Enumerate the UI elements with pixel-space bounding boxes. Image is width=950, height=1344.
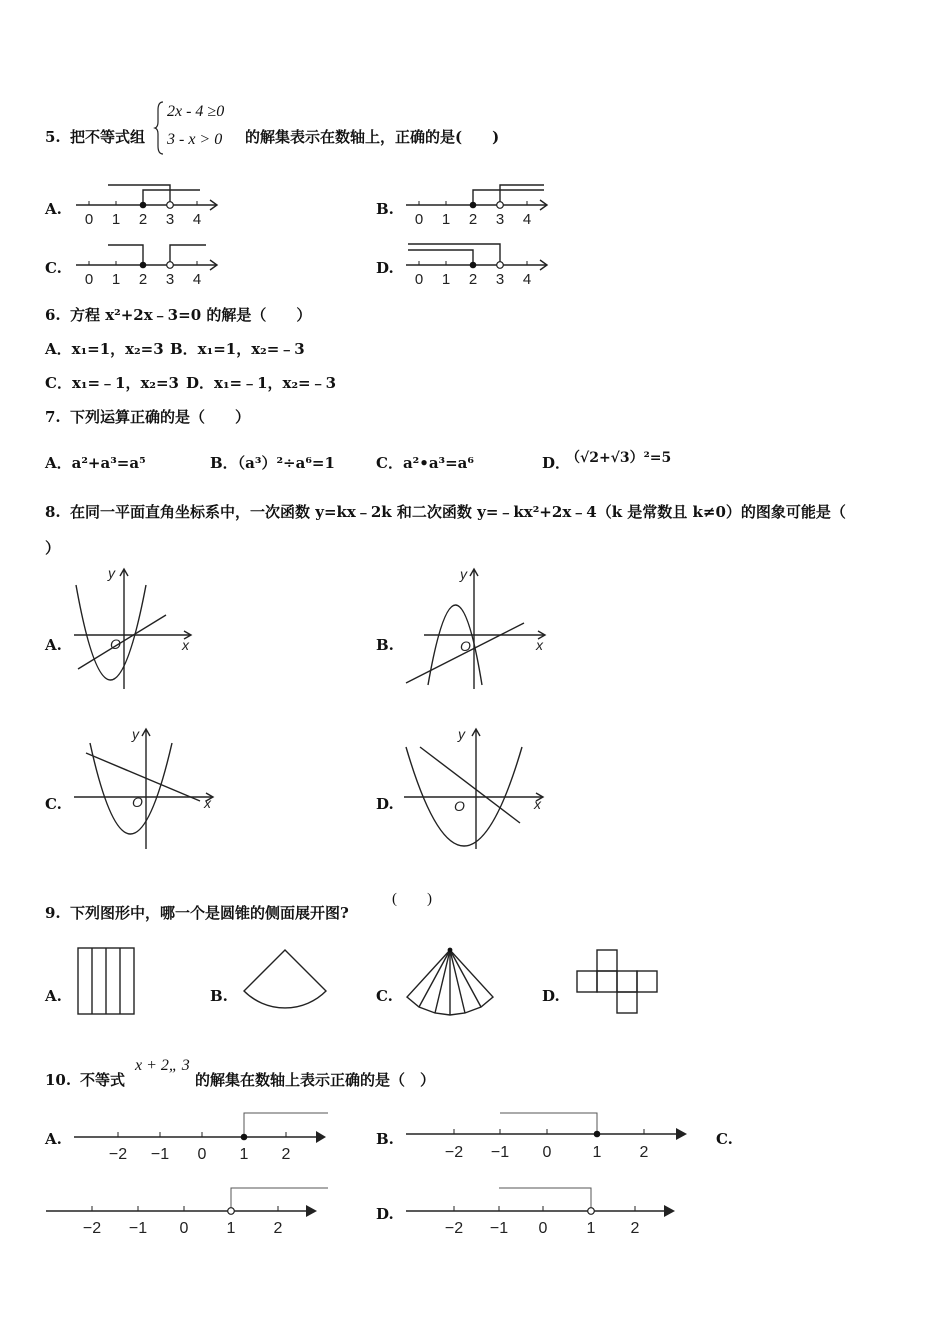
q10b-tick-3: 1 — [592, 1144, 602, 1161]
q10d-tick-3: 1 — [586, 1220, 596, 1237]
q5b-tick-1: 1 — [441, 211, 451, 228]
q9-option-a-label: A. — [45, 987, 62, 1005]
q10d-tick-4: 2 — [630, 1220, 640, 1237]
q7-stem: 下列运算正确的是（ ） — [70, 408, 251, 426]
q5-option-b-numberline — [402, 180, 552, 228]
q8-option-c-label: C. — [45, 795, 62, 813]
q5-option-b-label: B. — [376, 200, 394, 218]
q10c-tick-0: −2 — [82, 1220, 102, 1237]
q8-stem: 在同一平面直角坐标系中，一次函数 y=kx﹣2k 和二次函数 y=﹣kx²+2x﹣4（k 是常数且 k≠0）的图象可能是（ — [70, 503, 846, 521]
q10a-tick-1: −1 — [150, 1146, 170, 1163]
q5b-tick-4: 4 — [522, 211, 532, 228]
q5c-tick-1: 1 — [111, 271, 121, 288]
q5d-tick-2: 2 — [468, 271, 478, 288]
q5-option-d-numberline — [402, 240, 552, 288]
q10-stem-end: 的解集在数轴上表示正确的是（ ） — [195, 1071, 436, 1089]
q8-option-a-label: A. — [45, 636, 62, 654]
q5-option-d-label: D. — [376, 259, 394, 277]
q7-option-d-label: D． — [542, 454, 571, 472]
q10-inequality: x + 2„ 3 — [135, 1057, 190, 1074]
q5b-tick-0: 0 — [414, 211, 424, 228]
q5-number: 5. — [45, 128, 61, 146]
q10-option-c-label: C. — [716, 1130, 733, 1148]
q10d-tick-2: 0 — [538, 1220, 548, 1237]
q10a-tick-2: 0 — [197, 1146, 207, 1163]
q5-stem: 把不等式组 — [70, 128, 146, 146]
q5a-tick-2: 2 — [138, 211, 148, 228]
q5c-tick-2: 2 — [138, 271, 148, 288]
q10b-tick-4: 2 — [639, 1144, 649, 1161]
q5d-tick-3: 3 — [495, 271, 505, 288]
q10d-tick-1: −1 — [489, 1220, 509, 1237]
q5a-tick-3: 3 — [165, 211, 175, 228]
q7-option-c: C．a²•a³=a⁶ — [376, 454, 474, 472]
q8c-x-label: x — [204, 795, 211, 811]
q9-option-d-label: D. — [542, 987, 560, 1005]
q5c-tick-3: 3 — [165, 271, 175, 288]
q10c-tick-2: 0 — [179, 1220, 189, 1237]
q8d-x-label: x — [534, 796, 541, 812]
q8b-origin-label: O — [460, 638, 471, 654]
q10b-tick-2: 0 — [542, 1144, 552, 1161]
q6-option-d: D．x₁=﹣1，x₂=﹣3 — [186, 374, 337, 392]
q8-option-a-graph — [72, 565, 202, 695]
q9-number: 9. — [45, 904, 61, 922]
q10-option-b-numberline — [402, 1108, 692, 1166]
q10a-tick-0: −2 — [108, 1146, 128, 1163]
q6-stem: 方程 x²+2x﹣3=0 的解是（ ） — [70, 306, 312, 324]
q10-option-a-label: A. — [45, 1130, 62, 1148]
q10-option-a-numberline — [70, 1108, 335, 1166]
q10-number: 10. — [45, 1071, 72, 1089]
q9-answer-paren: ( ) — [392, 891, 432, 907]
q5-option-c-numberline — [72, 240, 222, 288]
q9-stem: 下列图形中，哪一个是圆锥的侧面展开图? — [70, 904, 349, 922]
q7-option-b: B．（a³）²÷a⁶=1 — [210, 454, 335, 472]
q8c-y-label: y — [132, 726, 139, 742]
q9-option-c-fan — [405, 945, 497, 1017]
q5d-tick-0: 0 — [414, 271, 424, 288]
q9-option-b-label: B. — [210, 987, 228, 1005]
q5d-tick-1: 1 — [441, 271, 451, 288]
q9-option-d-net — [574, 948, 662, 1018]
q5c-tick-0: 0 — [84, 271, 94, 288]
q10d-tick-0: −2 — [444, 1220, 464, 1237]
q5-stem-end: 的解集表示在数轴上，正确的是( ) — [245, 128, 500, 146]
q9-option-c-label: C. — [376, 987, 393, 1005]
q8-number: 8. — [45, 503, 61, 521]
q8-stem-end: ） — [45, 539, 61, 557]
q6-option-c: C．x₁=﹣1，x₂=3 — [45, 374, 179, 392]
q8-option-c-graph — [72, 725, 222, 855]
q10a-tick-4: 2 — [281, 1146, 291, 1163]
q9-option-a-rectangles — [76, 945, 138, 1017]
q8b-x-label: x — [536, 637, 543, 653]
q5b-tick-2: 2 — [468, 211, 478, 228]
q10-stem: 不等式 — [80, 1071, 126, 1089]
q8-option-d-graph — [402, 725, 552, 855]
q10c-tick-1: −1 — [128, 1220, 148, 1237]
q5-option-a-numberline — [72, 180, 222, 228]
q5a-tick-4: 4 — [192, 211, 202, 228]
q8a-origin-label: O — [110, 636, 121, 652]
q10b-tick-1: −1 — [490, 1144, 510, 1161]
q10-option-c-numberline — [42, 1183, 332, 1241]
q5b-tick-3: 3 — [495, 211, 505, 228]
q7-option-d-expression: （√2+√3）²=5 — [566, 450, 672, 466]
q10c-tick-4: 2 — [273, 1220, 283, 1237]
q10-option-b-label: B. — [376, 1130, 394, 1148]
q5-inequality-1: 2x - 4 ≥0 — [167, 103, 225, 120]
q5-brace-icon — [155, 100, 165, 156]
q6-number: 6. — [45, 306, 61, 324]
q8a-x-label: x — [182, 637, 189, 653]
q10-option-d-label: D. — [376, 1205, 394, 1223]
q7-option-a: A．a²+a³=a⁵ — [45, 454, 146, 472]
q8d-origin-label: O — [454, 798, 465, 814]
q9-option-b-sector — [240, 945, 332, 1017]
q5d-tick-4: 4 — [522, 271, 532, 288]
q5-inequality-2: 3 - x > 0 — [167, 131, 223, 148]
q8b-y-label: y — [460, 566, 467, 582]
q8a-y-label: y — [108, 565, 115, 581]
q5-option-a-label: A. — [45, 200, 62, 218]
q7-number: 7. — [45, 408, 61, 426]
q5a-tick-1: 1 — [111, 211, 121, 228]
q8-option-b-graph — [402, 565, 552, 695]
q10a-tick-3: 1 — [239, 1146, 249, 1163]
q5a-tick-0: 0 — [84, 211, 94, 228]
q8-option-d-label: D. — [376, 795, 394, 813]
q8d-y-label: y — [458, 726, 465, 742]
q10-option-d-numberline — [402, 1183, 687, 1241]
q5c-tick-4: 4 — [192, 271, 202, 288]
q6-option-b: B．x₁=1，x₂=﹣3 — [170, 340, 305, 358]
q10b-tick-0: −2 — [444, 1144, 464, 1161]
q6-option-a: A．x₁=1，x₂=3 — [45, 340, 164, 358]
q10c-tick-3: 1 — [226, 1220, 236, 1237]
q8c-origin-label: O — [132, 794, 143, 810]
q5-option-c-label: C. — [45, 259, 62, 277]
q8-option-b-label: B. — [376, 636, 394, 654]
